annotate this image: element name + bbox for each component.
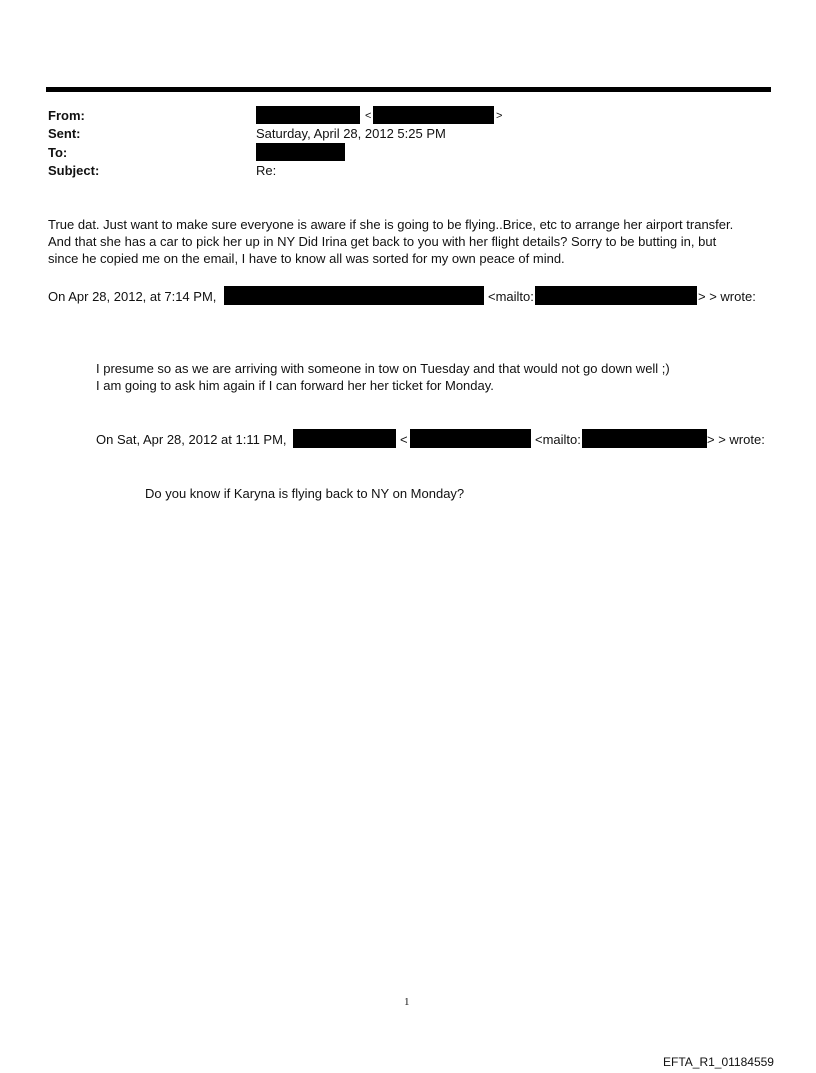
page-number: 1 [404, 996, 410, 1008]
from-open-bracket: < [365, 110, 372, 122]
quote1-email-redaction [535, 286, 697, 305]
body-line: since he copied me on the email, I have to know all was sorted for my own peace of mind. [48, 251, 565, 266]
to-redaction [256, 143, 345, 161]
from-name-redaction [256, 106, 360, 124]
quote2-attribution-prefix: On Sat, Apr 28, 2012 at 1:11 PM, [96, 432, 287, 447]
quote2-email2-redaction [582, 429, 707, 448]
subject-value: Re: [256, 163, 277, 178]
body-line: And that she has a car to pick her up in NY Did Irina get back to you with her flight details? Sorry to be butting in, but [48, 234, 717, 249]
quote1-line: I am going to ask him again if I can forward her her ticket for Monday. [96, 378, 494, 393]
from-close-bracket: > [496, 110, 503, 122]
sent-value: Saturday, April 28, 2012 5:25 PM [256, 126, 446, 141]
subject-label: Subject: [48, 163, 100, 178]
from-email-redaction [373, 106, 494, 124]
quote1-mailto: <mailto: [488, 289, 534, 304]
document-id: EFTA_R1_01184559 [663, 1055, 774, 1069]
quote1-wrote: > > wrote: [698, 289, 756, 304]
message-body [48, 216, 778, 267]
quote2-sender-redaction [293, 429, 396, 448]
to-label: To: [48, 145, 68, 160]
quote1-attribution-prefix: On Apr 28, 2012, at 7:14 PM, [48, 289, 217, 304]
quote1-sender-redaction [224, 286, 484, 305]
quote2-line: Do you know if Karyna is flying back to NY on Monday? [145, 486, 465, 501]
quote1-line: I presume so as we are arriving with someone in tow on Tuesday and that would not go down well ;) [96, 361, 670, 376]
quote2-email-redaction [410, 429, 531, 448]
header-rule [46, 87, 771, 92]
body-line: True dat. Just want to make sure everyone is aware if she is going to be flying..Brice, etc to arrange her airport transfer. [48, 217, 734, 232]
quote2-mailto: <mailto: [535, 432, 581, 447]
sent-label: Sent: [48, 126, 81, 141]
from-label: From: [48, 108, 85, 123]
quote2-wrote: > > wrote: [707, 432, 765, 447]
quote2-open-bracket: < [400, 432, 408, 447]
